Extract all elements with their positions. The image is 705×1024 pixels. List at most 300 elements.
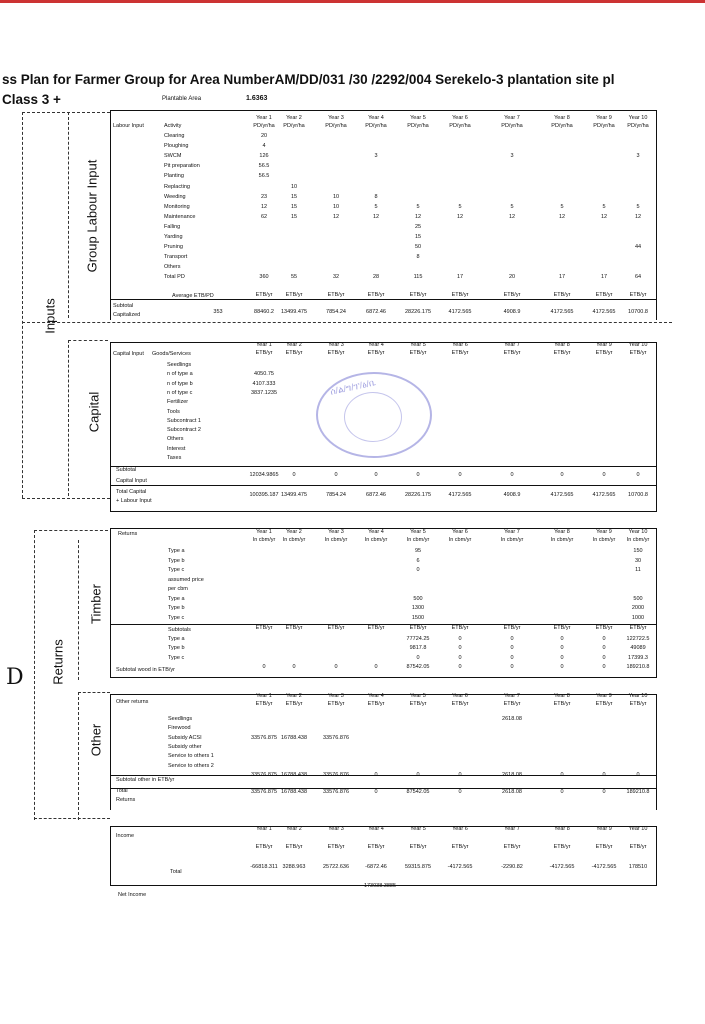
- other-total-cell: 33576.876: [323, 789, 349, 795]
- goods-services-header: Goods/Services: [152, 351, 191, 357]
- labour-subtotal-cell: 4908.9: [503, 309, 521, 315]
- capital-total-cell: 4172.565: [592, 492, 616, 498]
- labour-activity-label: Ploughing: [164, 143, 189, 150]
- timber-unit-header: In cbm/yr: [550, 537, 574, 543]
- capital-year-header: Year 4: [368, 342, 384, 348]
- timber-item-label: Type c: [168, 614, 185, 621]
- other-total-cell: 189210.8: [626, 789, 650, 795]
- income-total-cell: -66818.311: [250, 864, 278, 870]
- labour-table-left: [110, 110, 111, 320]
- labour-value-cell: 15: [290, 213, 298, 220]
- other-subtotal-cell: 16788.438: [281, 772, 307, 778]
- capital-year-header: Year 2: [286, 342, 302, 348]
- timber-value-cell: 95: [414, 548, 422, 554]
- handwritten-mark: D: [6, 665, 24, 690]
- labour-activity-label: Maintenance: [164, 213, 196, 220]
- timber-subtotal-cell: 0: [510, 645, 514, 652]
- timber-subtotal-cell: 0: [560, 645, 564, 652]
- labour-etb-unit: ETB/yr: [327, 292, 345, 298]
- income-unit-header: ETB/yr: [327, 844, 345, 850]
- labour-value-cell: 5: [458, 203, 462, 210]
- labour-subtotal-cell: 13499.475: [281, 309, 307, 315]
- capital-year-header: Year 5: [410, 342, 426, 348]
- timber-etb-unit: ETB/yr: [503, 625, 521, 631]
- labour-value-cell: 15: [290, 203, 298, 210]
- income-table-left: [110, 826, 111, 886]
- capital-item-label: n of type b: [167, 380, 193, 387]
- capital-item-label: Interest: [167, 445, 186, 452]
- timber-item-label: Type c: [168, 567, 185, 573]
- timber-wood-subtotal-cell: 0: [334, 664, 338, 670]
- labour-etb-unit: ETB/yr: [595, 292, 613, 298]
- labour-activity-label: Replacting: [164, 183, 190, 190]
- labour-year-header: Year 3: [328, 115, 344, 121]
- labour-value-cell: 28: [372, 274, 380, 281]
- income-unit-header: ETB/yr: [629, 844, 647, 850]
- labour-value-cell: 3: [374, 153, 378, 160]
- section-returns: Returns: [50, 639, 66, 685]
- labour-value-cell: 12: [372, 213, 380, 220]
- page-title: ss Plan for Farmer Group for Area NumberAM/DD/031 /30 /2292/004 Serekelo-3 plantation site pl: [2, 72, 615, 87]
- timber-unit-header: In cbm/yr: [500, 537, 524, 543]
- capital-year-header: Year 10: [628, 342, 648, 348]
- capital-item-label: Fertilizer: [167, 399, 189, 406]
- other-returns-header: Other returns: [116, 699, 149, 705]
- labour-activity-label: Falling: [164, 223, 181, 230]
- labour-value-cell: 56.5: [258, 173, 270, 180]
- timber-subtotal-cell: 0: [560, 654, 564, 661]
- timber-etb-unit: ETB/yr: [285, 625, 303, 631]
- labour-value-cell: 126: [259, 153, 269, 160]
- other-total-cell: 0: [458, 789, 462, 795]
- timber-value-cell: 6: [416, 557, 420, 564]
- other-subtotal-cell: 0: [602, 772, 606, 778]
- labour-value-cell: 25: [414, 223, 422, 230]
- timber-item-label: Type a: [168, 548, 185, 554]
- timber-subtotal-cell: 49089: [630, 645, 646, 652]
- other-divider: [78, 692, 79, 820]
- labour-value-cell: 15: [290, 193, 298, 200]
- total-capital-label: Total Capital: [116, 489, 147, 495]
- income-total-cell: -4172.565: [447, 864, 473, 870]
- labour-table-right: [656, 110, 657, 320]
- other-item-label: Subsidy other: [168, 743, 202, 750]
- labour-activity-label: Others: [164, 264, 181, 271]
- timber-item-label: Type b: [168, 557, 185, 564]
- income-unit-header: ETB/yr: [367, 844, 385, 850]
- other-total-cell: 33576.875: [251, 789, 277, 795]
- other-subtotal-cell: 0: [636, 772, 640, 778]
- other-unit-header: ETB/yr: [503, 701, 521, 707]
- activity-header: Activity: [164, 123, 182, 129]
- income-total-cell: 3288.963: [282, 864, 306, 870]
- income-year-header: Year 9: [596, 826, 612, 832]
- timber-year-header: Year 10: [628, 529, 648, 535]
- section-capital: Capital: [86, 391, 102, 433]
- timber-subtotal-cell: 122722.5: [626, 636, 650, 642]
- capital-total-cell: 4172.565: [550, 492, 574, 498]
- labour-activity-label: Pruning: [164, 244, 183, 251]
- timber-wood-subtotal-cell: 0: [458, 664, 462, 670]
- timber-item-label: assumed price: [168, 576, 204, 583]
- subtotal-other-label: Subtotal other in ETB/yr: [116, 777, 175, 783]
- labour-etb-unit: ETB/yr: [255, 292, 273, 298]
- capital-item-label: Taxes: [167, 455, 182, 461]
- labour-etb-unit: ETB/yr: [553, 292, 571, 298]
- timber-value-cell: 1300: [411, 605, 425, 611]
- other-unit-header: ETB/yr: [451, 701, 469, 707]
- timber-value-cell: 2000: [631, 605, 645, 611]
- other-total-cell: 0: [560, 789, 564, 795]
- other-subtotal-cell: 0: [560, 772, 564, 778]
- labour-subtotal-cell: 4172.565: [550, 309, 574, 315]
- other-subtotal-cell: 0: [416, 772, 420, 778]
- timber-wood-subtotal-cell: 87542.05: [406, 664, 430, 670]
- avg-etb-value: 353: [213, 309, 223, 315]
- labour-year-header: Year 7: [504, 115, 520, 121]
- other-year-header: Year 8: [554, 693, 570, 699]
- capital-unit-header: ETB/yr: [451, 350, 469, 356]
- returns-header: Returns: [118, 531, 138, 537]
- other-year-header: Year 6: [452, 693, 468, 699]
- other-item-label: Seedlings: [168, 716, 193, 722]
- capital-total-cell: 100395.187: [249, 492, 279, 498]
- income-year-header: Year 1: [256, 826, 272, 832]
- timber-table-right: [656, 528, 657, 678]
- labour-unit-header: PD/yr/ha: [593, 123, 615, 129]
- timber-unit-header: In cbm/yr: [364, 537, 388, 543]
- labour-value-cell: 12: [456, 213, 464, 220]
- labour-unit-header: PD/yr/ha: [365, 123, 387, 129]
- labour-unit-header: PD/yr/ha: [325, 123, 347, 129]
- timber-unit-header: In cbm/yr: [448, 537, 472, 543]
- inputs-left-border: [22, 112, 23, 498]
- labour-value-cell: 115: [413, 274, 423, 281]
- labour-etb-unit: ETB/yr: [285, 292, 303, 298]
- timber-wood-subtotal-cell: 189210.8: [626, 664, 650, 670]
- labour-input-header: Labour Input: [113, 123, 144, 129]
- capital-year-header: Year 6: [452, 342, 468, 348]
- other-item-label: Service to others 1: [168, 753, 214, 760]
- labour-value-cell: 32: [332, 274, 340, 281]
- labour-subtotal-cell: 7854.24: [326, 309, 346, 315]
- capital-unit-header: ETB/yr: [553, 350, 571, 356]
- labour-subtotal-cell: 4172.565: [448, 309, 472, 315]
- capital-subtotal-cell: 0: [416, 472, 420, 478]
- other-value-cell: 2618.08: [502, 716, 522, 722]
- capital-value-cell: 4107.333: [252, 380, 276, 387]
- labour-value-cell: 20: [508, 274, 516, 281]
- timber-value-cell: 1500: [411, 614, 425, 621]
- other-unit-header: ETB/yr: [327, 701, 345, 707]
- capital-total-cell: 4908.9: [503, 492, 521, 498]
- capital-input-header: Capital Input: [113, 351, 144, 357]
- other-year-header: Year 9: [596, 693, 612, 699]
- income-total-cell: 25722.636: [323, 864, 349, 870]
- capital-value-cell: 4050.75: [254, 371, 274, 378]
- labour-value-cell: 10: [290, 183, 298, 190]
- timber-subtotal-cell: 0: [602, 654, 606, 661]
- other-year-header: Year 3: [328, 693, 344, 699]
- section-other: Other: [88, 723, 104, 757]
- capital-subtotal-label: Subtotal: [116, 467, 137, 473]
- capital-item-label: Others: [167, 436, 184, 443]
- labour-value-cell: 5: [416, 203, 420, 210]
- labour-year-header: Year 5: [410, 115, 426, 121]
- labour-value-cell: 55: [290, 274, 298, 281]
- timber-etb-unit: ETB/yr: [327, 625, 345, 631]
- labour-value-cell: 5: [636, 203, 640, 210]
- timber-wood-subtotal-cell: 0: [560, 664, 564, 670]
- plantable-area-label: Plantable Area: [162, 96, 202, 102]
- timber-subtotal-cell: 0: [510, 654, 514, 661]
- class-label: Class 3 +: [2, 92, 61, 107]
- capital-subtotal-cell: 0: [374, 472, 378, 478]
- capital-divider: [68, 340, 69, 496]
- timber-unit-header: In cbm/yr: [282, 537, 306, 543]
- other-subtotal-cell: 33576.876: [323, 772, 349, 778]
- labour-subtotal-cell: 4172.565: [592, 309, 616, 315]
- capital-year-header: Year 9: [596, 342, 612, 348]
- labour-value-cell: 12: [414, 213, 422, 220]
- labour-table-top: [110, 110, 656, 111]
- capital-top-border: [68, 340, 108, 341]
- timber-subtotal-type-label: Type a: [168, 636, 185, 642]
- timber-unit-header: In cbm/yr: [592, 537, 616, 543]
- timber-year-header: Year 8: [554, 529, 570, 535]
- labour-subtotal-cell: 28226.175: [405, 309, 431, 315]
- capital-subtotal-cell: 0: [292, 472, 296, 478]
- labour-unit-header: PD/yr/ha: [253, 123, 275, 129]
- other-total-cell: 87542.05: [406, 789, 430, 795]
- labour-value-cell: 17: [558, 274, 566, 281]
- timber-subtotal-cell: 0: [560, 636, 564, 642]
- labour-year-header: Year 10: [628, 115, 648, 121]
- timber-value-cell: 11: [635, 567, 641, 573]
- timber-subtotal-cell: 0: [458, 654, 462, 661]
- timber-subtotal-cell: 0: [602, 645, 606, 652]
- timber-table-bottom: [110, 677, 656, 678]
- capital-unit-header: ETB/yr: [409, 350, 427, 356]
- labour-unit-header: PD/yr/ha: [627, 123, 649, 129]
- plus-labour-label: + Labour Input: [116, 498, 152, 504]
- inputs-top-border: [22, 112, 110, 113]
- labour-value-cell: 3: [510, 153, 514, 160]
- timber-year-header: Year 6: [452, 529, 468, 535]
- capital-year-header: Year 3: [328, 342, 344, 348]
- income-total-cell: -2290.82: [501, 864, 523, 870]
- capital-table-left: [110, 342, 111, 512]
- labour-value-cell: 17: [456, 274, 464, 281]
- capital-subtotal-cell: 0: [458, 472, 462, 478]
- timber-subtotal-cell: 0: [416, 654, 420, 661]
- income-total-cell: -6872.46: [365, 864, 387, 870]
- section-labour: Group Labour Input: [84, 159, 100, 273]
- timber-subtotal-cell: 0: [458, 636, 462, 642]
- labour-etb-unit: ETB/yr: [451, 292, 469, 298]
- other-unit-header: ETB/yr: [409, 701, 427, 707]
- capital-unit-header: ETB/yr: [629, 350, 647, 356]
- labour-value-cell: 12: [600, 213, 608, 220]
- timber-value-cell: 1000: [631, 614, 645, 621]
- returns-bottom-border: [34, 818, 110, 819]
- avg-etb-label: Average ETB/PD: [172, 293, 214, 299]
- capital-unit-header: ETB/yr: [367, 350, 385, 356]
- income-year-header: Year 2: [286, 826, 302, 832]
- labour-activity-label: Weeding: [164, 193, 186, 200]
- official-stamp-inner: [344, 392, 402, 442]
- labour-bottom-border: [22, 322, 672, 323]
- capital-value-cell: 3837.1235: [251, 389, 277, 396]
- capital-total-cell: 28226.175: [405, 492, 431, 498]
- income-unit-header: ETB/yr: [595, 844, 613, 850]
- inputs-bottom-border: [22, 498, 110, 499]
- timber-unit-header: In cbm/yr: [324, 537, 348, 543]
- other-subtotal-cell: 2618.08: [502, 772, 522, 778]
- other-year-header: Year 10: [628, 693, 648, 699]
- labour-value-cell: 8: [374, 193, 378, 200]
- labour-value-cell: 12: [634, 213, 642, 220]
- income-total-label: Total: [170, 869, 182, 875]
- timber-subtotal-type-label: Type b: [168, 645, 185, 652]
- total-returns-label-2: Returns: [116, 797, 136, 803]
- labour-year-header: Year 1: [256, 115, 272, 121]
- timber-year-header: Year 3: [328, 529, 344, 535]
- capital-item-label: n of type a: [167, 371, 193, 378]
- other-year-header: Year 7: [504, 693, 520, 699]
- capital-item-label: Subcontract 2: [167, 427, 201, 434]
- timber-year-header: Year 4: [368, 529, 384, 535]
- other-total-cell: 0: [602, 789, 606, 795]
- labour-unit-header: PD/yr/ha: [501, 123, 523, 129]
- capital-unit-header: ETB/yr: [255, 350, 273, 356]
- timber-subtotal-cell: 0: [510, 636, 514, 642]
- labour-unit-header: PD/yr/ha: [407, 123, 429, 129]
- other-total-cell: 2618.08: [502, 789, 522, 795]
- other-subtotal-cell: 0: [458, 772, 462, 778]
- other-value-cell: 33576.876: [323, 734, 349, 741]
- income-unit-header: ETB/yr: [285, 844, 303, 850]
- labour-activity-label: Total PD: [164, 274, 185, 281]
- income-table-right: [656, 826, 657, 886]
- income-year-header: Year 3: [328, 826, 344, 832]
- capital-total-cell: 13499.475: [281, 492, 307, 498]
- timber-etb-unit: ETB/yr: [367, 625, 385, 631]
- labour-value-cell: 360: [259, 274, 269, 281]
- labour-activity-label: Monitoring: [164, 203, 190, 210]
- labour-year-header: Year 9: [596, 115, 612, 121]
- timber-unit-header: In cbm/yr: [626, 537, 650, 543]
- stamp-text: ሰ/ል/ግ/ፕ/ፅ/ቤ: [329, 377, 377, 397]
- net-income-value: 173038.3885: [363, 883, 397, 889]
- timber-year-header: Year 7: [504, 529, 520, 535]
- capital-item-label: Tools: [167, 408, 180, 415]
- timber-etb-unit: ETB/yr: [409, 625, 427, 631]
- capital-item-label: n of type c: [167, 389, 193, 396]
- income-unit-header: ETB/yr: [503, 844, 521, 850]
- labour-value-cell: 44: [634, 244, 642, 251]
- labour-subtotal-cell: 88460.2: [254, 309, 274, 315]
- capital-total-cell: 4172.565: [448, 492, 472, 498]
- capital-total-cell: 6872.46: [366, 492, 386, 498]
- capital-subtotal-cell: 0: [560, 472, 564, 478]
- labour-value-cell: 50: [414, 244, 422, 251]
- timber-year-header: Year 5: [410, 529, 426, 535]
- section-inputs: Inputs: [42, 298, 58, 334]
- timber-item-label: per cbm: [168, 586, 188, 592]
- labour-unit-header: PD/yr/ha: [449, 123, 471, 129]
- timber-subtotal-cell: 9817.8: [409, 645, 427, 652]
- labour-value-cell: 5: [374, 203, 378, 210]
- income-total-cell: 59315.875: [405, 864, 431, 870]
- income-header: Income: [116, 833, 135, 839]
- labour-unit-header: PD/yr/ha: [551, 123, 573, 129]
- labour-value-cell: 20: [260, 133, 268, 139]
- income-unit-header: ETB/yr: [255, 844, 273, 850]
- other-table-left: [110, 694, 111, 810]
- income-total-cell: 178510: [628, 864, 648, 870]
- other-year-header: Year 1: [256, 693, 272, 699]
- timber-subtotal-cell: 0: [602, 636, 606, 642]
- labour-value-cell: 12: [332, 213, 340, 220]
- timber-value-cell: 500: [413, 595, 423, 602]
- top-color-strip: [0, 0, 705, 3]
- capital-table-right: [656, 342, 657, 512]
- income-year-header: Year 10: [628, 826, 648, 832]
- labour-value-cell: 64: [634, 274, 642, 281]
- timber-year-header: Year 9: [596, 529, 612, 535]
- labour-year-header: Year 8: [554, 115, 570, 121]
- capital-item-label: Subcontract 1: [167, 417, 201, 424]
- timber-value-cell: 0: [416, 567, 420, 573]
- timber-item-label: Type a: [168, 595, 185, 602]
- timber-year-header: Year 1: [256, 529, 272, 535]
- labour-activity-label: Pit preparation: [164, 163, 200, 170]
- timber-wood-subtotal-cell: 0: [262, 664, 266, 670]
- labour-activity-label: Clearing: [164, 133, 185, 139]
- plantable-area-value: 1.6363: [246, 95, 268, 102]
- subtotal-wood-label: Subtotal wood in ETB/yr: [116, 667, 176, 673]
- other-top-border: [78, 692, 110, 693]
- timber-unit-header: In cbm/yr: [406, 537, 430, 543]
- net-income-label: Net Income: [118, 892, 147, 898]
- labour-value-cell: 10: [332, 193, 340, 200]
- timber-divider: [78, 540, 79, 680]
- labour-value-cell: 15: [414, 234, 422, 240]
- capital-total-cell: 7854.24: [326, 492, 346, 498]
- timber-value-cell: 30: [634, 557, 642, 564]
- labour-value-cell: 5: [602, 203, 606, 210]
- labour-value-cell: 10: [332, 203, 340, 210]
- timber-etb-unit: ETB/yr: [629, 625, 647, 631]
- labour-value-cell: 56.5: [258, 163, 270, 170]
- income-unit-header: ETB/yr: [451, 844, 469, 850]
- timber-etb-unit: ETB/yr: [595, 625, 613, 631]
- labour-value-cell: 12: [508, 213, 516, 220]
- income-year-header: Year 4: [368, 826, 384, 832]
- labour-activity-label: SWCM: [164, 153, 182, 160]
- labour-etb-unit: ETB/yr: [409, 292, 427, 298]
- other-unit-header: ETB/yr: [255, 701, 273, 707]
- income-unit-header: ETB/yr: [409, 844, 427, 850]
- timber-wood-subtotal-cell: 0: [374, 664, 378, 670]
- capital-input-label: Capital Input: [116, 478, 147, 484]
- labour-subtotal-cell: 6872.46: [366, 309, 386, 315]
- total-returns-label-1: Total: [116, 788, 128, 794]
- capital-year-header: Year 8: [554, 342, 570, 348]
- capital-unit-header: ETB/yr: [327, 350, 345, 356]
- section-timber: Timber: [88, 584, 104, 624]
